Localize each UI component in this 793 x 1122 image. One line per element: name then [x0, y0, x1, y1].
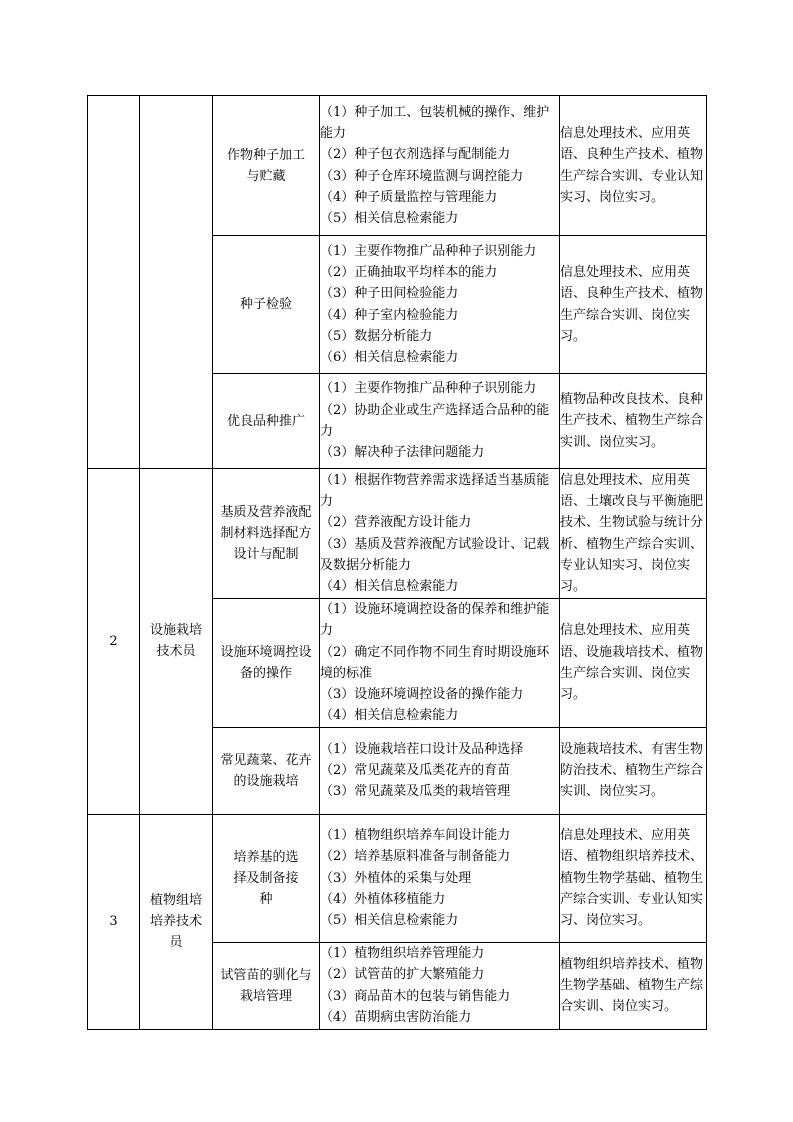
competency-item: （1）主要作物推广品种种子识别能力 — [320, 381, 537, 397]
competency-item: （3）设施环境调控设备的操作能力 — [320, 687, 524, 703]
competency-item: （4）种子室内检验能力 — [320, 307, 459, 323]
course-list: 设施栽培技术、有害生物防治技术、植物生产综合实训、岗位实习。 — [560, 727, 707, 814]
job-role: 设施栽培技术员 — [140, 469, 213, 815]
course-list: 植物组织培养技术、植物生物学基础、植物生产综合实训、岗位实习。 — [560, 942, 707, 1029]
course-list: 植物品种改良技术、良种生产技术、植物生产综合实训、岗位实习。 — [560, 374, 707, 469]
course-list: 信息处理技术、应用英语、设施栽培技术、植物生产综合实训、岗位实习。 — [560, 599, 707, 728]
competency-item: （2）种子包衣剂选择与配制能力 — [320, 147, 511, 163]
competency-item: （1）植物组织培养管理能力 — [320, 946, 485, 962]
competency-item: （3）种子仓库环境监测与调控能力 — [320, 168, 524, 184]
competency-item: （3）种子田间检验能力 — [320, 286, 459, 302]
competency-list — [320, 599, 560, 728]
competency-item: （2）正确抽取平均样本的能力 — [320, 264, 498, 280]
competency-item: （1）主要作物推广品种种子识别能力 — [320, 243, 537, 259]
competency-item: （3）常见蔬菜及瓜类的栽培管理 — [320, 784, 511, 800]
course-list: 信息处理技术、应用英语、良种生产技术、植物生产综合实训、专业认知实习、岗位实习。 — [560, 96, 707, 236]
row-number — [88, 96, 140, 469]
competency-item: （4）苗期病虫害防治能力 — [320, 1010, 472, 1026]
work-task: 基质及营养液配制材料选择配方设计与配制 — [213, 469, 320, 599]
competency-item: （5）数据分析能力 — [320, 328, 433, 344]
job-role — [140, 96, 213, 469]
competency-item: （3）外植体的采集与处理 — [320, 870, 472, 886]
competency-item: （3）解决种子法律问题能力 — [320, 445, 485, 461]
competency-item: （6）相关信息检索能力 — [320, 350, 459, 366]
competency-item: （2）试管苗的扩大繁殖能力 — [320, 967, 485, 983]
work-task: 培养基的选择及制备接种 — [213, 814, 320, 942]
work-task: 种子检验 — [213, 236, 320, 374]
competency-item: （2）培养基原料准备与制备能力 — [320, 849, 511, 865]
competency-list — [320, 942, 560, 1029]
work-task: 优良品种推广 — [213, 374, 320, 469]
competency-item: （1）植物组织培养车间设计能力 — [320, 828, 511, 844]
competency-item: （2）确定不同作物不同生育时期设施环境的标准 — [320, 644, 550, 681]
competency-list — [320, 374, 560, 469]
table-row — [88, 96, 707, 236]
work-task: 作物种子加工与贮藏 — [213, 96, 320, 236]
competency-item: （5）相关信息检索能力 — [320, 211, 459, 227]
work-task: 常见蔬菜、花卉的设施栽培 — [213, 727, 320, 814]
competency-item: （4）相关信息检索能力 — [320, 708, 459, 724]
work-task: 试管苗的驯化与栽培管理 — [213, 942, 320, 1029]
training-table — [87, 95, 707, 1030]
competency-item: （4）相关信息检索能力 — [320, 579, 459, 595]
work-task: 设施环境调控设备的操作 — [213, 599, 320, 728]
competency-item: （4）外植体移植能力 — [320, 891, 446, 907]
competency-item: （2）营养液配方设计能力 — [320, 515, 472, 531]
job-role: 植物组培培养技术员 — [140, 814, 213, 1029]
competency-list — [320, 814, 560, 942]
competency-item: （5）相关信息检索能力 — [320, 913, 459, 929]
competency-item: （1）设施栽培茬口设计及品种选择 — [320, 741, 524, 757]
course-list: 信息处理技术、应用英语、植物组织培养技术、植物生物学基础、植物生产综合实训、专业认知实习、岗位实习。 — [560, 814, 707, 942]
course-list: 信息处理技术、应用英语、土壤改良与平衡施肥技术、生物试验与统计分析、植物生产综合实训、专业认知实习、岗位实习。 — [560, 469, 707, 599]
competency-item: （2）常见蔬菜及瓜类花卉的育苗 — [320, 763, 511, 779]
table-row — [88, 814, 707, 942]
competency-list — [320, 236, 560, 374]
row-number: 2 — [88, 469, 140, 815]
competency-list — [320, 469, 560, 599]
competency-item: （1）根据作物营养需求选择适当基质能力 — [320, 472, 550, 509]
competency-item: （4）种子质量监控与管理能力 — [320, 189, 498, 205]
competency-item: （3）商品苗木的包装与销售能力 — [320, 988, 511, 1004]
competency-list — [320, 96, 560, 236]
table-row — [88, 469, 707, 599]
competency-item: （1）设施环境调控设备的保养和维护能力 — [320, 602, 550, 639]
competency-list — [320, 727, 560, 814]
course-list: 信息处理技术、应用英语、良种生产技术、植物生产综合实训、岗位实习。 — [560, 236, 707, 374]
competency-item: （1）种子加工、包装机械的操作、维护能力 — [320, 104, 550, 141]
competency-item: （2）协助企业或生产选择适合品种的能力 — [320, 402, 550, 439]
row-number: 3 — [88, 814, 140, 1029]
competency-item: （3）基质及营养液配方试验设计、记载及数据分析能力 — [320, 536, 550, 573]
